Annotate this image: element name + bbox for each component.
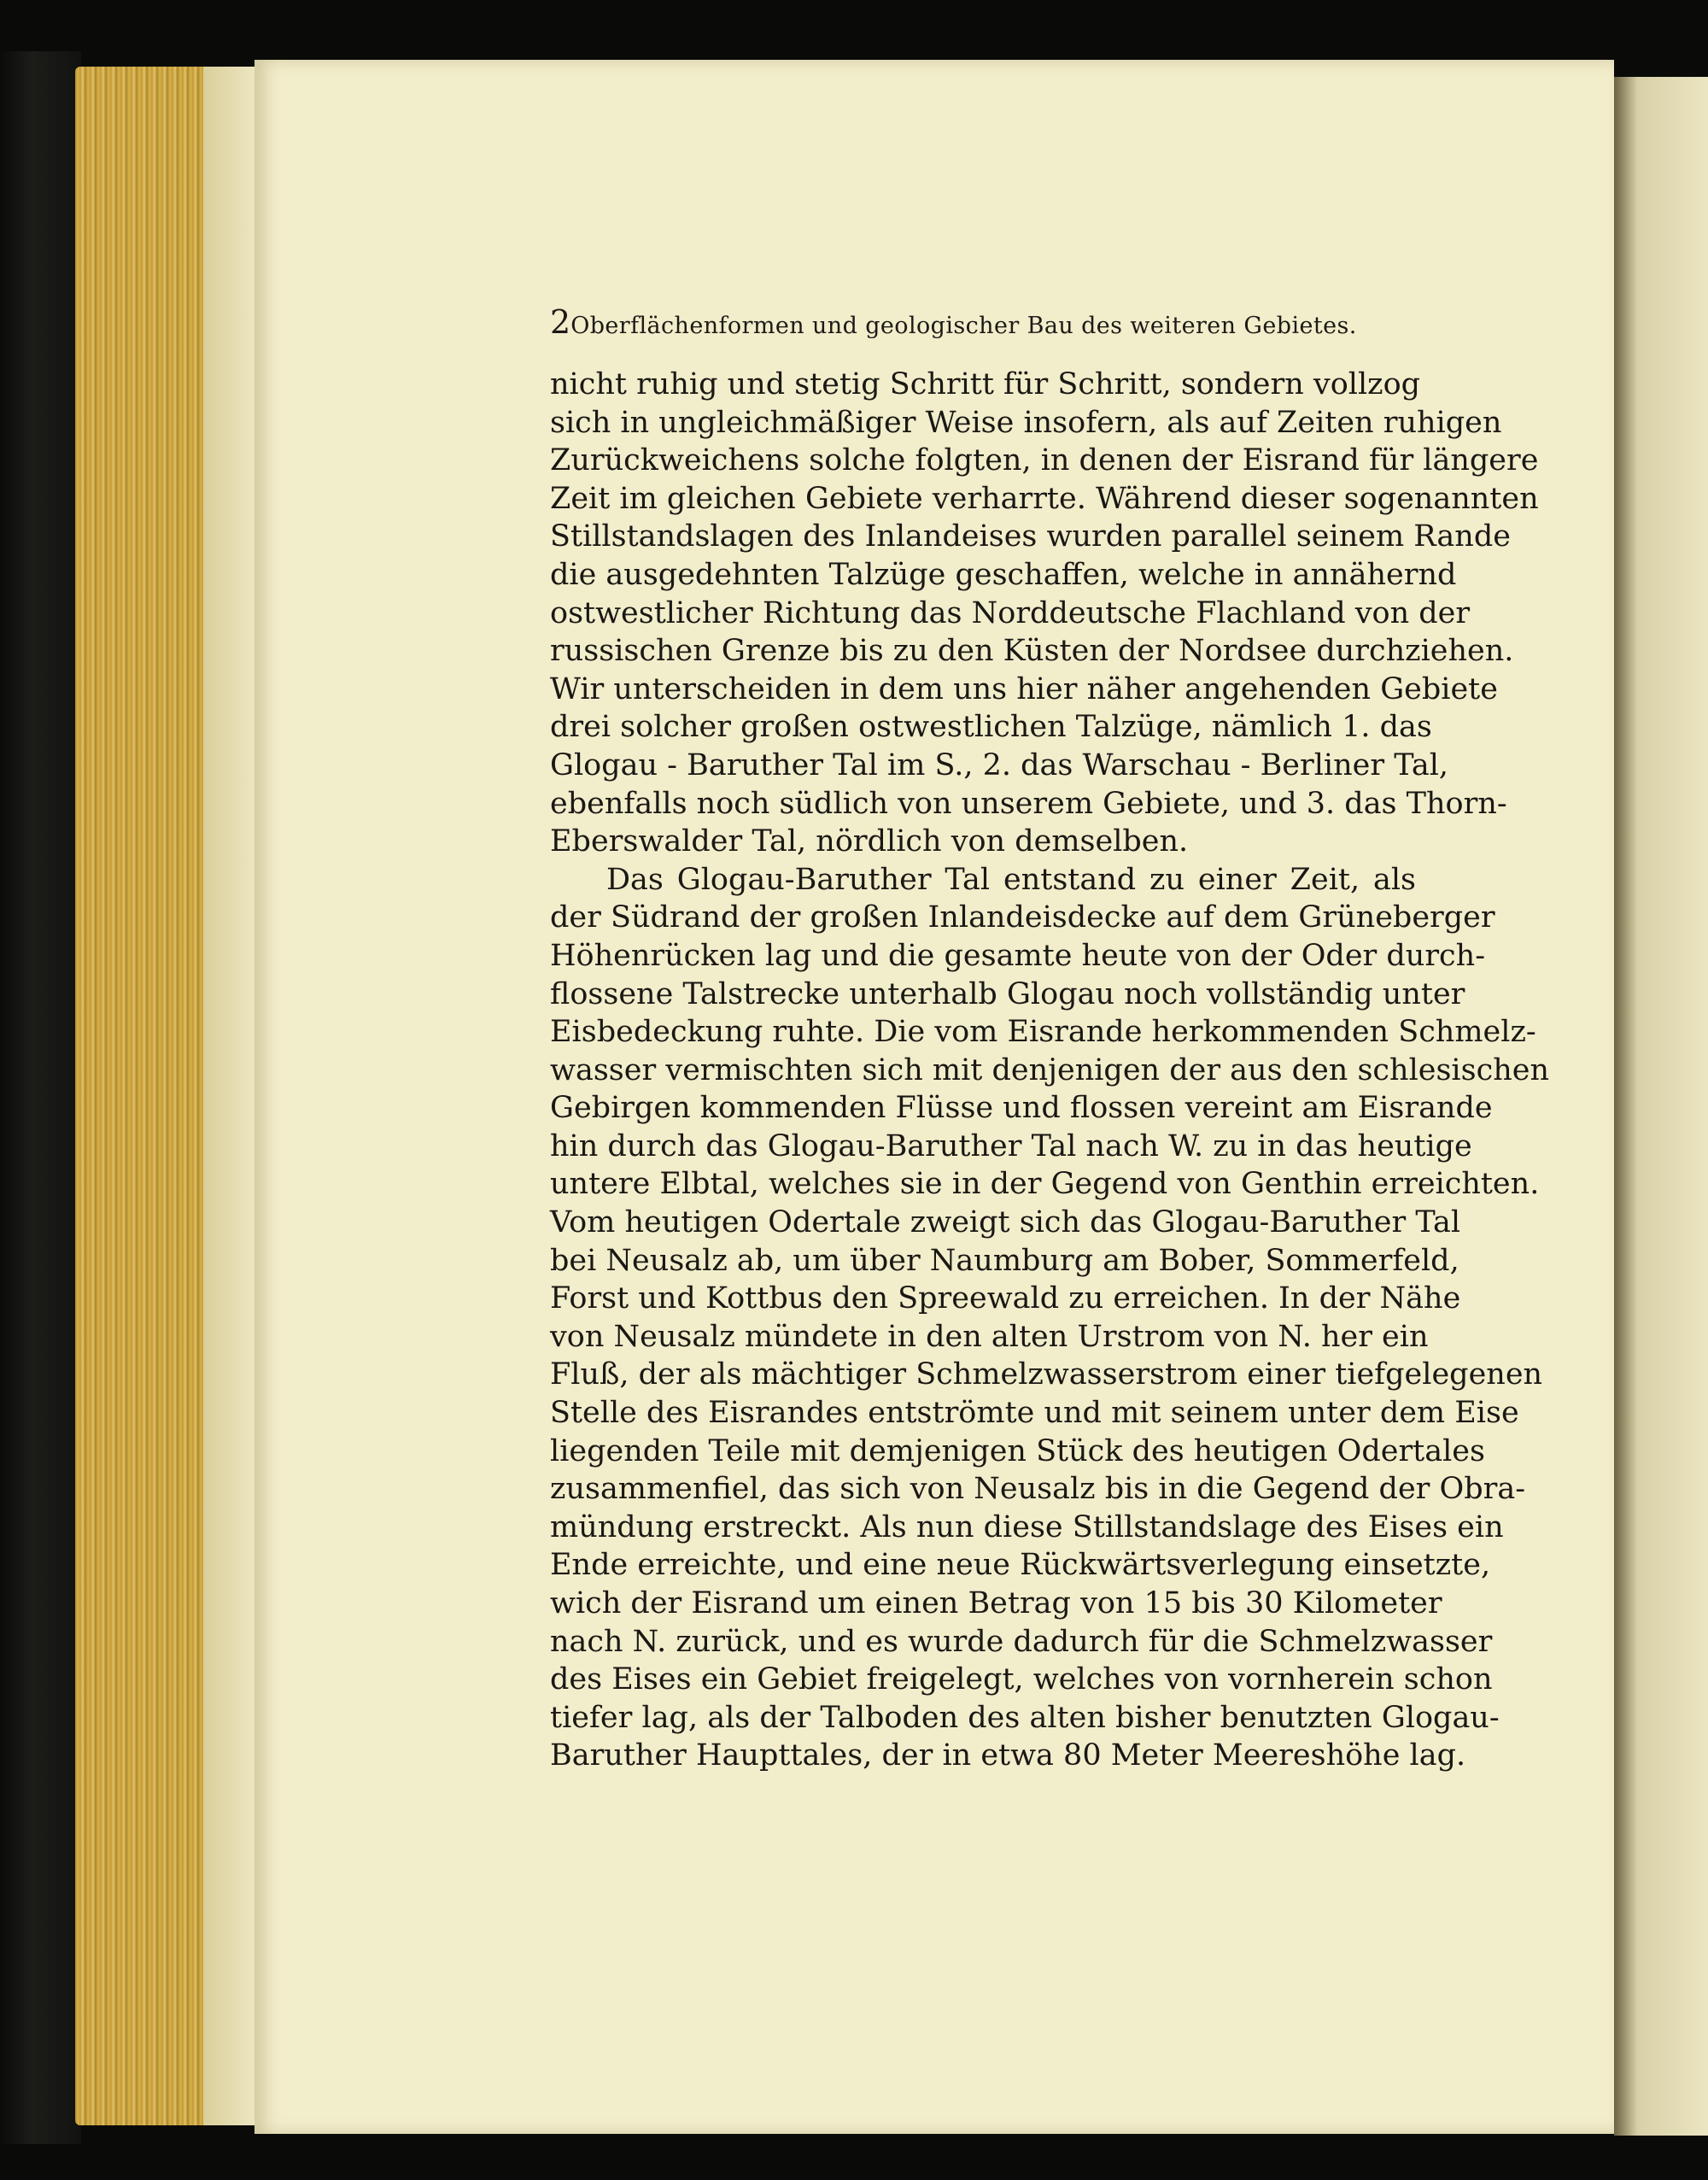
- text-line: tiefer lag, als der Talboden des alten bisher benutzten Glogau-: [550, 1700, 1500, 1735]
- text-line: flossene Talstrecke unterhalb Glogau noch vollständig unter: [550, 976, 1465, 1011]
- text-line: Eberswalder Tal, nördlich von demselben.: [550, 824, 1189, 859]
- text-line: Baruther Haupttales, der in etwa 80 Meter Meereshöhe lag.: [550, 1738, 1466, 1773]
- text-line: Eisbedeckung ruhte. Die vom Eisrande herkommenden Schmelz-: [550, 1015, 1536, 1050]
- text-line: mündung erstreckt. Als nun diese Stillstandslage des Eises ein: [550, 1509, 1504, 1544]
- text-line: Forst und Kottbus den Spreewald zu erreichen. In der Nähe: [550, 1281, 1461, 1316]
- text-line: Ende erreichte, und eine neue Rückwärtsverlegung einsetzte,: [550, 1548, 1491, 1583]
- text-line: Fluß, der als mächtiger Schmelzwasserstrom einer tiefgelegenen: [550, 1357, 1543, 1392]
- text-line: Zurückweichens solche folgten, in denen der Eisrand für längere: [550, 443, 1539, 478]
- text-line: hin durch das Glogau-Baruther Tal nach W. zu in das heutige: [550, 1128, 1472, 1163]
- text-line: drei solcher großen ostwestlichen Talzüge, nämlich 1. das: [550, 710, 1432, 745]
- running-head-title: Oberflächenformen und geologischer Bau des weiteren Gebietes.: [570, 313, 1357, 339]
- text-line: untere Elbtal, welches sie in der Gegend von Genthin erreichten.: [550, 1167, 1540, 1202]
- text-line: des Eises ein Gebiet freigelegt, welches von vornherein schon: [550, 1662, 1493, 1697]
- running-head: [550, 303, 1357, 341]
- text-line: nach N. zurück, und es wurde dadurch für die Schmelzwasser: [550, 1624, 1493, 1659]
- book-page-edges: [75, 67, 254, 2125]
- text-line: Glogau - Baruther Tal im S., 2. das Warschau - Berliner Tal,: [550, 747, 1449, 782]
- facing-page-edge: [1614, 77, 1708, 2136]
- text-line: Vom heutigen Odertale zweigt sich das Glogau-Baruther Tal: [550, 1205, 1461, 1240]
- text-line: Wir unterscheiden in dem uns hier näher angehenden Gebiete: [550, 671, 1498, 706]
- text-line: ebenfalls noch südlich von unserem Gebiete, und 3. das Thorn-: [550, 786, 1507, 821]
- text-line: Höhenrücken lag und die gesamte heute von der Oder durch-: [550, 938, 1486, 973]
- text-line: Stillstandslagen des Inlandeises wurden parallel seinem Rande: [550, 519, 1511, 554]
- text-line: russischen Grenze bis zu den Küsten der Nordsee durchziehen.: [550, 634, 1514, 669]
- text-line: die ausgedehnten Talzüge geschaffen, welche in annähernd: [550, 557, 1457, 592]
- text-line: nicht ruhig und stetig Schritt für Schritt, sondern vollzog: [550, 367, 1421, 401]
- text-line: von Neusalz mündete in den alten Urstrom von N. her ein: [550, 1319, 1429, 1354]
- body-text: [550, 366, 1549, 1775]
- text-line: Zeit im gleichen Gebiete verharrte. Während dieser sogenannten: [550, 481, 1539, 516]
- page-number: 2: [550, 303, 571, 341]
- text-line: der Südrand der großen Inlandeisdecke auf dem Grüneberger: [550, 900, 1495, 935]
- text-line: wich der Eisrand um einen Betrag von 15 bis 30 Kilometer: [550, 1586, 1442, 1620]
- book-cover-spine: [0, 51, 81, 2144]
- text-line: Gebirgen kommenden Flüsse und flossen vereint am Eisrande: [550, 1091, 1493, 1126]
- text-line: ostwestlicher Richtung das Norddeutsche Flachland von der: [550, 595, 1471, 630]
- text-line: bei Neusalz ab, um über Naumburg am Bober, Sommerfeld,: [550, 1243, 1459, 1278]
- text-line: liegenden Teile mit demjenigen Stück des heutigen Odertales: [550, 1433, 1485, 1468]
- text-line: sich in ungleichmäßiger Weise insofern, als auf Zeiten ruhigen: [550, 405, 1502, 440]
- text-line: zusammenfiel, das sich von Neusalz bis in die Gegend der Obra-: [550, 1472, 1526, 1507]
- text-line: Stelle des Eisrandes entströmte und mit seinem unter dem Eise: [550, 1396, 1519, 1431]
- text-line: wasser vermischten sich mit denjenigen der aus den schlesischen: [550, 1052, 1549, 1087]
- text-line: Das Glogau-Baruther Tal entstand zu einer Zeit, als: [606, 862, 1416, 897]
